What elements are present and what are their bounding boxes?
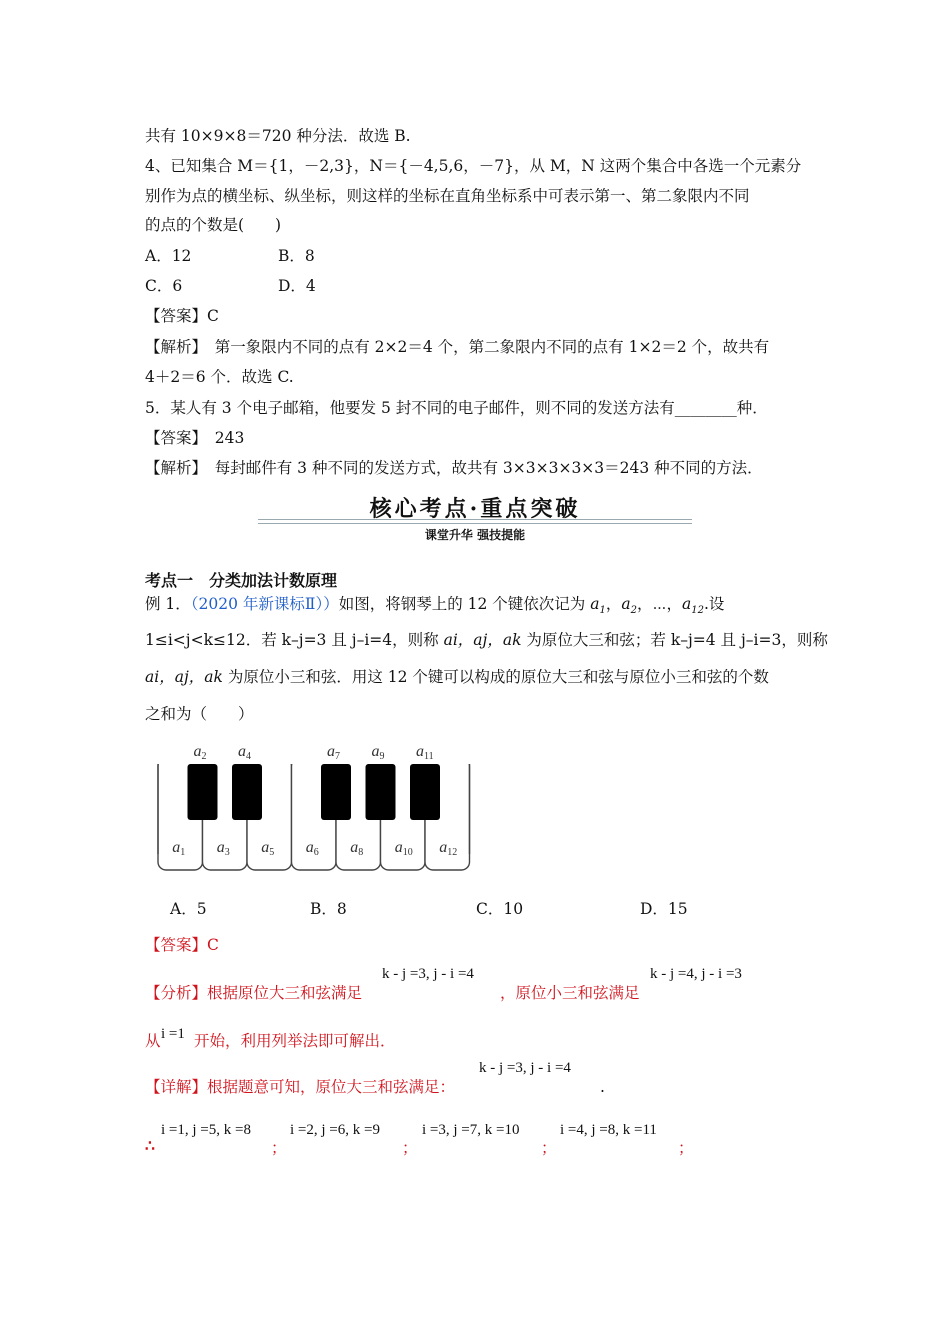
q4-option-b: B．8 (278, 247, 315, 265)
q4-answer: 【答案】C (145, 307, 219, 325)
q5-explanation: 【解析】 每封邮件有 3 种不同的发送方式，故共有 3×3×3×3×3＝243 种不同的方法． (145, 459, 763, 477)
example-1-line-4: 之和为（ ） (145, 705, 254, 723)
analysis-tail: 开始，利用列举法即可解出． (194, 1032, 396, 1050)
detail-dot: . (600, 1078, 605, 1096)
case-2: i =2, j =6, k =9 (290, 1122, 380, 1138)
analysis-math-minor: k - j =4, j - i =3 (650, 966, 742, 982)
solution-answer: 【答案】C (145, 936, 219, 954)
black-key-label: a2 (193, 743, 207, 762)
banner-title: 核心考点·重点突破 (369, 496, 581, 522)
white-key-label: a1 (172, 839, 186, 858)
white-key-label: a10 (394, 839, 413, 858)
q4-option-d: D．4 (278, 277, 316, 295)
black-key (321, 764, 351, 820)
black-key (366, 764, 396, 820)
example-1-line-3: ai，aj，ak 为原位小三和弦．用这 12 个键可以构成的原位大三和弦与原位小三和弦的个数 (145, 668, 769, 686)
case-sep-4: ； (678, 1139, 694, 1157)
case-3: i =3, j =7, k =10 (422, 1122, 520, 1138)
section-heading: 考点一 分类加法计数原理 (145, 571, 338, 590)
case-4: i =4, j =8, k =11 (560, 1122, 657, 1138)
example-1-line-2: 1≤i<j<k≤12．若 k–j=3 且 j–i=4，则称 ai，aj，ak 为原位大三和弦；若 k–j=4 且 j–i=3，则称 (145, 631, 828, 649)
case-sep-2: ； (402, 1139, 418, 1157)
seq-a1: $a_1$ (590, 595, 606, 617)
example-source: （2020 年新课标Ⅱ）） (190, 595, 339, 613)
piano-keyboard-figure (150, 738, 480, 878)
example-option-d: D．15 (640, 900, 688, 918)
banner-rule-top (258, 519, 692, 520)
therefore-symbol: ∴ (145, 1136, 155, 1155)
example-option-a: A．5 (170, 900, 207, 918)
q4-option-c: C．6 (145, 277, 183, 295)
q5-answer: 【答案】 243 (145, 429, 245, 447)
analysis-math-major: k - j =3, j - i =4 (382, 966, 474, 982)
detail-math: k - j =3, j - i =4 (479, 1060, 571, 1076)
white-key-label: a5 (261, 839, 275, 858)
analysis-from: 从 (145, 1032, 161, 1050)
question-5: 5．某人有 3 个电子邮箱，他要发 5 封不同的电子邮件，则不同的发送方法有________种． (145, 399, 768, 417)
analysis-label: 【分析】根据原位大三和弦满足 (145, 984, 363, 1002)
question-4-line-2: 别作为点的横坐标、纵坐标，则这样的坐标在直角坐标系中可表示第一、第二象限内不同 (145, 187, 750, 205)
black-key-label: a11 (416, 743, 434, 762)
black-key-label: a9 (371, 743, 385, 762)
black-key (410, 764, 440, 820)
analysis-middle: ，原位小三和弦满足 (500, 984, 640, 1002)
case-sep-3: ； (541, 1139, 557, 1157)
q4-option-a: A．12 (145, 247, 192, 265)
text-line: 共有 10×9×8＝720 种分法．故选 B. (145, 127, 411, 145)
white-key-label: a12 (439, 839, 458, 858)
black-key (188, 764, 218, 820)
detail-label: 【详解】根据题意可知，原位大三和弦满足： (145, 1078, 456, 1096)
banner-subtitle: 课堂升华 强技提能 (424, 528, 526, 542)
case-sep-1: ； (271, 1139, 287, 1157)
white-key-label: a8 (350, 839, 364, 858)
white-key-label: a3 (216, 839, 230, 858)
white-key-label: a6 (305, 839, 319, 858)
seq-a12: $a_{12}$ (681, 595, 704, 617)
black-key-label: a7 (327, 743, 340, 762)
example-text: 如图，将钢琴上的 12 个键依次记为 (338, 595, 591, 613)
black-key (232, 764, 262, 820)
banner-rule-bottom (258, 523, 692, 524)
example-option-c: C．10 (476, 900, 524, 918)
black-key-label: a4 (238, 743, 251, 762)
q4-explanation-2: 4＋2＝6 个．故选 C. (145, 368, 294, 386)
example-option-b: B．8 (310, 900, 347, 918)
seq-a2: $a_2$ (621, 595, 637, 617)
example-prefix: 例 1． (145, 595, 191, 613)
case-1: i =1, j =5, k =8 (161, 1122, 251, 1138)
question-4-line-3: 的点的个数是( ) (145, 216, 282, 234)
example-1-line-1: 例 1．（2020 年新课标Ⅱ））如图，将钢琴上的 12 个键依次记为 $a_1$，$a_2$，⋯，$a_{12}$.设 (145, 595, 725, 617)
analysis-math-i1: i =1 (161, 1026, 185, 1042)
q4-explanation-1: 【解析】 第一象限内不同的点有 2×2＝4 个，第二象限内不同的点有 1×2＝2 个，故共有 (145, 338, 770, 356)
question-4-line-1: 4、已知集合 M＝{1，－2,3}，N＝{－4,5,6，－7}，从 M，N 这两个集合中各选一个元素分 (145, 157, 802, 175)
